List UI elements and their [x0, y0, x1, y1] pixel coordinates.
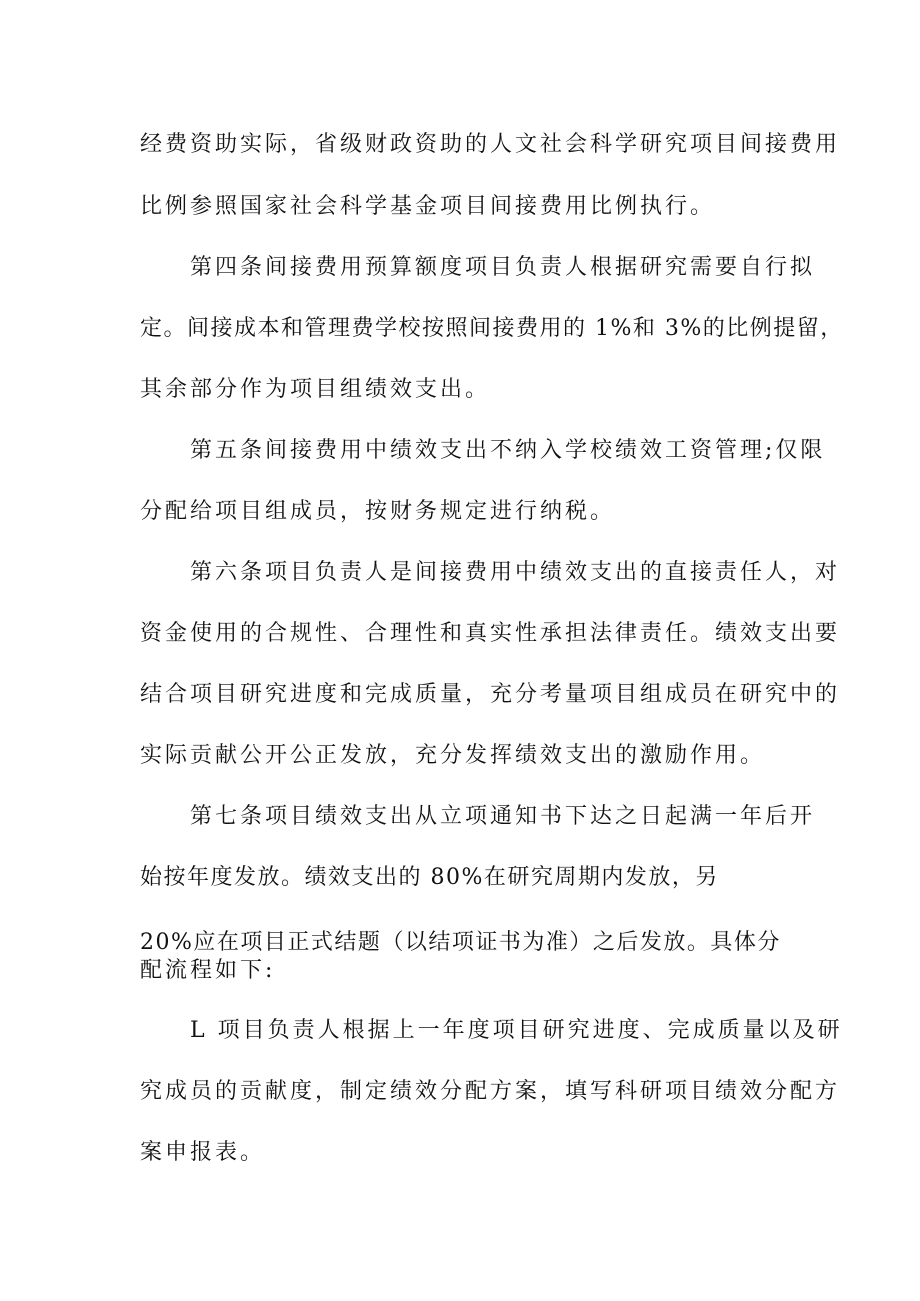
paragraph-line: 分配给项目组成员，按财务规定进行纳税。: [140, 499, 616, 524]
paragraph-line: 资金使用的合规性、合理性和真实性承担法律责任。绩效支出要: [140, 621, 841, 646]
paragraph-line: 实际贡献公开公正发放，充分发挥绩效支出的激励作用。: [140, 743, 766, 768]
article-6-heading-line: 第六条项目负责人是间接费用中绩效支出的直接责任人，对: [190, 560, 841, 585]
paragraph-line: 究成员的贡献度，制定绩效分配方案，填写科研项目绩效分配方: [140, 1079, 841, 1104]
paragraph-line: 比例参照国家社会科学基金项目间接费用比例执行。: [140, 194, 716, 219]
paragraph-line: 结合项目研究进度和完成质量，充分考量项目组成员在研究中的: [140, 682, 841, 707]
article-5-heading-line: 第五条间接费用中绩效支出不纳入学校绩效工资管理;仅限: [190, 438, 826, 463]
article-7-heading-line: 第七条项目绩效支出从立项通知书下达之日起满一年后开: [190, 804, 816, 829]
paragraph-line: 经费资助实际，省级财政资助的人文社会科学研究项目间接费用: [140, 132, 841, 157]
paragraph-line: 配流程如下:: [140, 958, 276, 983]
paragraph-line: 其余部分作为项目组绩效支出。: [140, 377, 491, 402]
paragraph-line: 20%应在项目正式结题（以结项证书为准）之后发放。具体分: [140, 930, 781, 955]
paragraph-line: 始按年度发放。绩效支出的 80%在研究周期内发放，另: [140, 865, 719, 890]
article-4-heading-line: 第四条间接费用预算额度项目负责人根据研究需要自行拟: [190, 255, 816, 280]
list-item-1-line: L 项目负责人根据上一年度项目研究进度、完成质量以及研: [190, 1018, 843, 1043]
paragraph-line: 案申报表。: [140, 1140, 266, 1165]
paragraph-line: 定。间接成本和管理费学校按照间接费用的 1%和 3%的比例提留，: [140, 316, 844, 341]
